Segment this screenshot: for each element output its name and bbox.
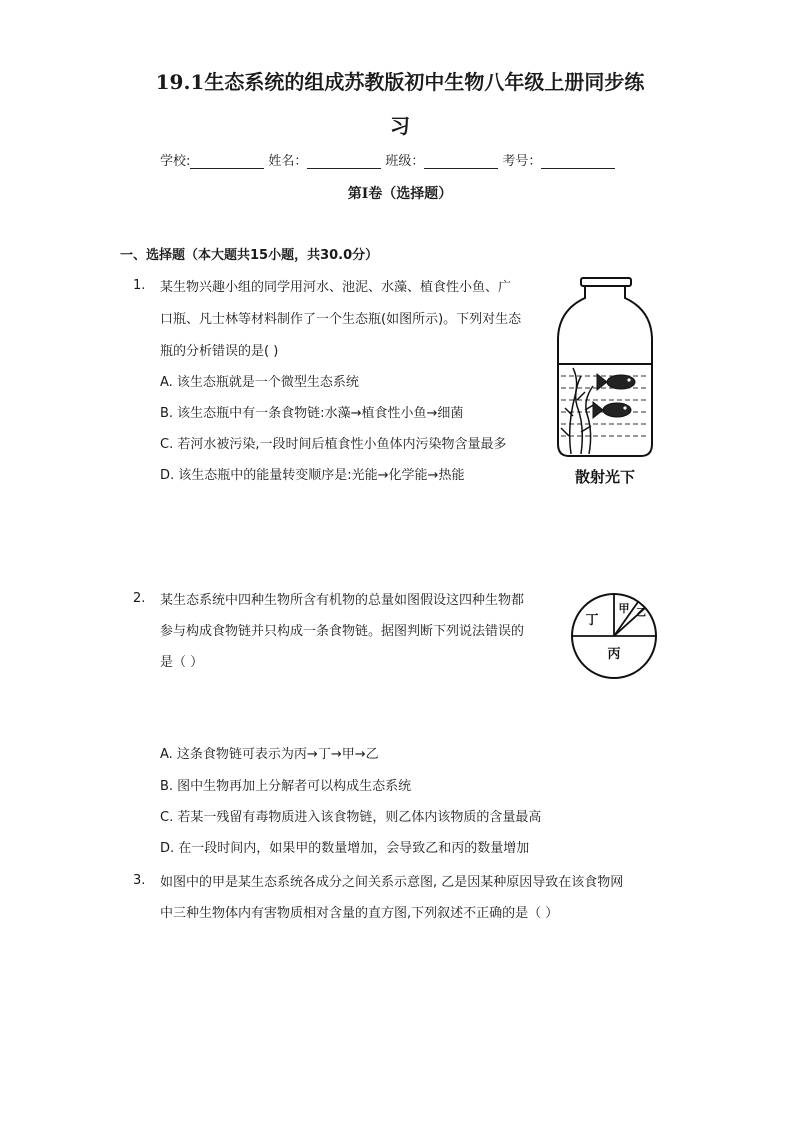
q1-option-b: B. 该生态瓶中有一条食物链:水藻→植食性小鱼→细菌 <box>160 406 464 421</box>
q2-option-d: D. 在一段时间内，如果甲的数量增加，会导致乙和丙的数量增加 <box>160 841 530 856</box>
organic-matter-pie-chart <box>568 592 660 680</box>
school-blank <box>190 154 264 169</box>
q3-number: 3. <box>133 873 146 888</box>
name-blank <box>307 154 381 169</box>
pie-label-bing: 丙 <box>607 647 621 662</box>
q2-option-c: C. 若某一残留有毒物质进入该食物链，则乙体内该物质的含量最高 <box>160 810 542 825</box>
student-info-row <box>160 150 640 169</box>
pie-label-yi: 乙 <box>636 608 646 619</box>
q1-stem-line: 某生物兴趣小组的同学用河水、池泥、水藻、植食性小鱼、广 <box>160 280 512 295</box>
q2-option-b: B. 图中生物再加上分解者可以构成生态系统 <box>160 779 412 794</box>
q1-number: 1. <box>133 278 146 293</box>
waterweed-drawing <box>561 368 595 454</box>
q1-option-a: A. 该生态瓶就是一个微型生态系统 <box>160 375 359 390</box>
pie-label-jia: 甲 <box>618 602 630 615</box>
q1-option-d: D. 该生态瓶中的能量转变顺序是:光能→化学能→热能 <box>160 468 465 483</box>
name-label: 姓名： <box>268 154 308 169</box>
ecobottle-figure <box>555 276 655 488</box>
q2-option-a: A. 这条食物链可表示为丙→丁→甲→乙 <box>160 747 379 762</box>
q1-option-c: C. 若河水被污染,一段时间后植食性小鱼体内污染物含量最多 <box>160 437 507 452</box>
section-heading: 一、选择题（本大题共15小题，共30.0分） <box>120 248 379 263</box>
q1-stem-line: 瓶的分析错误的是( ) <box>160 344 279 359</box>
q2-number: 2. <box>133 591 146 606</box>
class-blank <box>424 154 498 169</box>
school-label: 学校: <box>160 154 191 169</box>
pie-label-ding: 丁 <box>585 613 599 628</box>
q2-stem-line: 是（ ） <box>160 655 204 670</box>
figure-caption: 散射光下 <box>574 468 636 486</box>
q3-stem-line: 如图中的甲是某生态系统各成分之间关系示意图, 乙是因某种原因导致在该食物网 <box>160 875 624 890</box>
document-title-line2: 习 <box>390 114 410 138</box>
volume-heading: 第I卷（选择题） <box>347 186 453 202</box>
q3-stem-line: 中三种生物体内有害物质相对含量的直方图,下列叙述不正确的是（ ） <box>160 906 559 921</box>
number-blank <box>541 154 615 169</box>
number-label: 考号： <box>502 154 542 169</box>
q2-stem-line: 某生态系统中四种生物所含有机物的总量如图假设这四种生物都 <box>160 593 525 608</box>
class-label: 班级： <box>385 154 425 169</box>
document-title-line1: 19.1生态系统的组成苏教版初中生物八年级上册同步练 <box>155 70 645 94</box>
q2-stem-line: 参与构成食物链并只构成一条食物链。据图判断下列说法错误的 <box>160 624 525 639</box>
q1-stem-line: 口瓶、凡士林等材料制作了一个生态瓶(如图所示)。下列对生态 <box>160 312 522 327</box>
